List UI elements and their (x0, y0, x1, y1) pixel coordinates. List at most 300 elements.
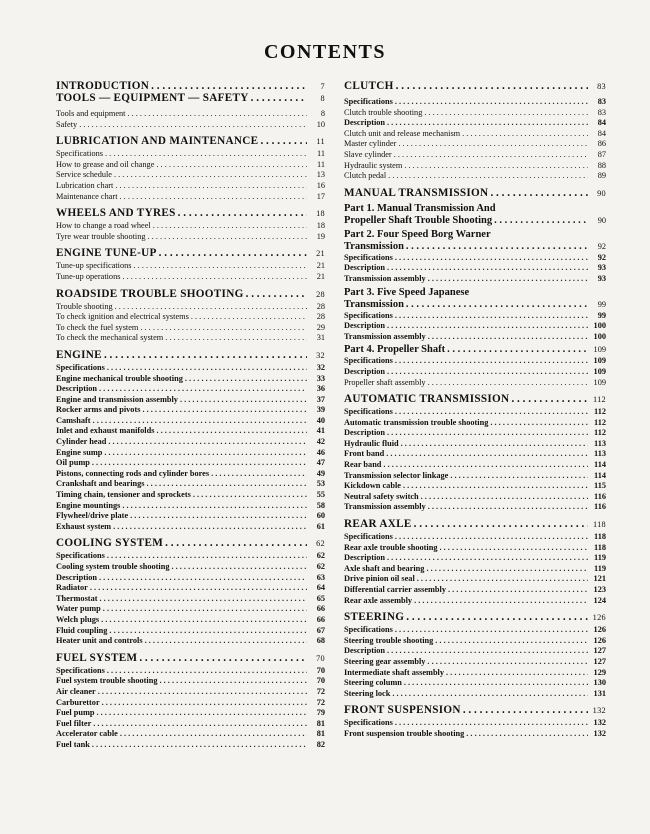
toc-entry-title: Crankshaft and bearings (56, 479, 145, 489)
dot-leader (148, 232, 307, 243)
dot-leader (396, 80, 588, 92)
dot-leader (92, 458, 307, 469)
toc-entry-title: Automatic transmission trouble shooting (344, 417, 489, 427)
toc-entry-title: Tyre wear trouble shooting (56, 231, 146, 241)
section-heading-page: 11 (316, 137, 325, 147)
toc-entry-title: Accelerator cable (56, 729, 118, 739)
dot-leader (93, 719, 307, 730)
toc-entry-page: 10 (316, 119, 325, 129)
toc-entry-page: 113 (594, 438, 606, 448)
toc-entry-title: Description (56, 384, 98, 394)
toc-entry (344, 129, 606, 140)
toc-entry-title: Fuel filter (56, 718, 92, 728)
dot-leader (511, 391, 588, 407)
dot-leader (211, 469, 307, 480)
toc-entry-page: 33 (316, 373, 325, 383)
toc-entry-page: 47 (316, 458, 325, 468)
toc-entry-title: Lubrication chart (56, 180, 114, 190)
part-heading-title: Transmission (344, 298, 404, 310)
dot-leader (99, 573, 307, 584)
toc-entry-title: Camshaft (56, 415, 91, 425)
part-heading-title: Part 4. Propeller Shaft (344, 344, 446, 356)
part-heading-row (344, 215, 606, 227)
toc-entry-title: Specifications (56, 362, 105, 372)
section-heading (56, 80, 325, 92)
toc-entry-title: Fuel tank (56, 739, 90, 749)
toc-entry (344, 332, 606, 343)
dot-leader (450, 471, 588, 482)
dot-leader (122, 272, 307, 283)
dot-leader (93, 416, 307, 427)
part-heading-line: Part 3. Five Speed Japanese (344, 286, 470, 298)
section-heading-page: 90 (597, 188, 606, 198)
dot-leader (387, 646, 588, 657)
toc-entry-page: 17 (316, 191, 325, 201)
dot-leader (134, 261, 307, 272)
toc-entry (344, 657, 606, 668)
toc-entry-title: Tune-up specifications (56, 261, 132, 271)
section-heading (344, 80, 606, 92)
toc-entry (344, 253, 606, 264)
toc-entry (56, 312, 325, 323)
toc-entry-page: 61 (316, 521, 325, 531)
section-heading (56, 535, 325, 551)
toc-entry-title: Axle shaft and bearing (344, 563, 425, 573)
toc-entry (344, 625, 606, 636)
toc-entry (56, 719, 325, 730)
toc-entry (344, 689, 606, 700)
toc-entry (56, 708, 325, 719)
dot-leader (151, 80, 307, 92)
dot-leader (107, 551, 307, 562)
toc-entry-title: Clutch unit and release mechanism (344, 128, 461, 138)
dot-leader (490, 418, 588, 429)
dot-leader (428, 332, 588, 343)
part-heading (344, 344, 606, 356)
toc-entry-title: Kickdown cable (344, 481, 401, 491)
toc-entry (344, 311, 606, 322)
section-heading (344, 609, 606, 625)
toc-entry-title: Master cylinder (344, 139, 397, 149)
toc-entry-title: Transmission assembly (344, 331, 426, 341)
toc-entry-page: 129 (593, 667, 606, 677)
section-heading-title: CLUTCH (344, 80, 394, 92)
section-heading-page: 21 (316, 249, 325, 259)
section-heading (56, 133, 325, 149)
toc-entry (344, 161, 606, 172)
toc-entry-title: To check the fuel system (56, 322, 139, 332)
toc-entry-page: 89 (597, 171, 606, 181)
toc-entry-title: Drive pinion oil seal (344, 574, 415, 584)
dot-leader (395, 356, 588, 367)
toc-entry (56, 573, 325, 584)
toc-entry (56, 594, 325, 605)
dot-leader (180, 395, 307, 406)
toc-entry-title: Radiator (56, 583, 88, 593)
toc-entry (344, 378, 606, 389)
toc-entry (344, 356, 606, 367)
toc-entry (344, 449, 606, 460)
part-heading-page: 99 (597, 299, 606, 309)
toc-entry-page: 62 (316, 562, 325, 571)
toc-entry-page: 60 (316, 511, 325, 521)
toc-entry (56, 448, 325, 459)
dot-leader (104, 448, 307, 459)
dot-leader (440, 543, 589, 554)
dot-leader (178, 205, 307, 221)
toc-entry-title: Specifications (56, 551, 105, 561)
dot-leader (417, 574, 588, 585)
toc-entry-page: 53 (316, 479, 325, 489)
toc-entry-title: To check ignition and electrical systems (56, 312, 189, 322)
toc-entry-page: 36 (316, 384, 325, 394)
dot-leader (388, 171, 588, 182)
toc-entry-title: Steering gear assembly (344, 656, 426, 666)
dot-leader (108, 437, 307, 448)
toc-entry-title: Description (344, 263, 386, 273)
toc-entry-page: 114 (594, 460, 606, 470)
dot-leader (403, 481, 588, 492)
toc-entry-title: Hydraulic fluid (344, 438, 399, 448)
section-heading-title: MANUAL TRANSMISSION (344, 186, 489, 199)
toc-entry-page: 81 (316, 729, 325, 739)
toc-entry-page: 8 (320, 109, 325, 118)
dot-leader (386, 449, 588, 460)
toc-entry (56, 501, 325, 512)
toc-entry-page: 112 (594, 428, 606, 438)
toc-entry-page: 40 (316, 415, 325, 425)
toc-entry (344, 471, 606, 482)
toc-entry (344, 171, 606, 182)
dot-leader (156, 160, 307, 171)
toc-entry-page: 46 (316, 447, 325, 457)
toc-entry (344, 502, 606, 513)
toc-entry-page: 28 (316, 301, 325, 311)
dot-leader (246, 286, 307, 302)
toc-entry-page: 115 (594, 481, 606, 491)
toc-entry-page: 87 (597, 149, 606, 159)
section-heading-page: 18 (316, 209, 325, 219)
toc-entry-title: Description (344, 118, 386, 128)
toc-entry (56, 479, 325, 490)
dot-leader (103, 604, 307, 615)
toc-entry (344, 418, 606, 429)
toc-entry-page: 126 (593, 625, 606, 635)
dot-leader (447, 344, 588, 356)
toc-entry-title: Transmission assembly (344, 273, 426, 283)
toc-entry-page: 70 (316, 665, 325, 675)
toc-entry-page: 127 (593, 656, 606, 666)
toc-entry-page: 123 (593, 585, 606, 594)
toc-entry (56, 604, 325, 615)
toc-entry-page: 63 (316, 572, 325, 582)
toc-entry-title: Maintenance chart (56, 191, 118, 201)
toc-entry (344, 543, 606, 554)
toc-entry-title: Specifications (344, 252, 393, 262)
toc-entry-title: Description (56, 572, 98, 582)
toc-entry-page: 92 (597, 252, 606, 262)
toc-entry-page: 67 (316, 625, 325, 635)
part-heading-page: 90 (597, 215, 606, 225)
section-heading-page: 112 (592, 395, 606, 405)
toc-entry-title: Tools and equipment (56, 109, 126, 118)
toc-entry-title: Steering trouble shooting (344, 635, 434, 645)
toc-entry (56, 302, 325, 313)
toc-entry (56, 149, 325, 160)
part-heading-title: Propeller Shaft Trouble Shooting (344, 214, 493, 226)
toc-entry-page: 132 (593, 718, 606, 728)
part-heading-row (344, 344, 606, 356)
toc-entry-page: 119 (594, 563, 606, 573)
toc-entry-title: Specifications (56, 149, 104, 159)
toc-entry (344, 407, 606, 418)
toc-entry (56, 384, 325, 395)
toc-entry-page: 11 (317, 159, 325, 169)
dot-leader (120, 729, 307, 740)
dot-leader (404, 161, 588, 172)
toc-entry (344, 321, 606, 332)
section-heading-title: WHEELS AND TYRES (56, 207, 176, 220)
toc-entry (56, 221, 325, 232)
toc-entry-page: 21 (316, 271, 325, 281)
toc-entry-title: Differential carrier assembly (344, 585, 446, 594)
toc-entry (56, 676, 325, 687)
toc-entry-title: Cylinder head (56, 437, 107, 447)
toc-entry-page: 70 (316, 676, 325, 686)
dot-leader (395, 718, 588, 729)
dot-leader (406, 299, 588, 311)
toc-entry-title: Engine mountings (56, 500, 121, 510)
dot-leader (114, 170, 307, 181)
section-heading (344, 185, 606, 201)
dot-leader (251, 92, 307, 104)
toc-entry-title: Steering lock (344, 688, 391, 698)
toc-entry-page: 21 (316, 261, 325, 271)
toc-entry-title: Fluid coupling (56, 625, 108, 635)
toc-entry (56, 160, 325, 171)
toc-entry (56, 395, 325, 406)
toc-entry-title: Rear axle assembly (344, 595, 413, 605)
toc-entry-title: Engine mechanical trouble shooting (56, 373, 183, 383)
part-heading-row (344, 241, 606, 253)
section-heading-title: LUBRICATION AND MAINTENANCE (56, 135, 259, 148)
section-heading-title: FRONT SUSPENSION (344, 704, 461, 717)
dot-leader (406, 609, 588, 625)
toc-entry (56, 272, 325, 283)
dot-leader (424, 108, 588, 119)
toc-entry (344, 492, 606, 503)
section-heading-title: ENGINE (56, 348, 102, 361)
dot-leader (107, 363, 307, 374)
toc-entry-page: 37 (316, 394, 325, 404)
toc-entry-page: 116 (594, 502, 606, 512)
section-heading (56, 347, 325, 363)
toc-entry-title: Transmission assembly (344, 502, 426, 512)
toc-entry-page: 132 (593, 728, 606, 738)
dot-leader (435, 636, 588, 647)
toc-entry-page: 13 (316, 170, 325, 180)
toc-entry-page: 66 (316, 614, 325, 624)
dot-leader (142, 405, 307, 416)
toc-entry-title: Cooling system trouble shooting (56, 562, 170, 571)
toc-entry (56, 426, 325, 437)
dot-leader (102, 698, 307, 709)
toc-entry-title: Description (344, 646, 386, 656)
toc-entry-title: Clutch trouble shooting (344, 107, 423, 117)
toc-entry-page: 79 (316, 708, 325, 718)
dot-leader (130, 511, 307, 522)
toc-entry-title: Air cleaner (56, 686, 96, 696)
toc-entry-page: 113 (594, 449, 606, 459)
toc-entry-title: Specifications (56, 665, 105, 675)
dot-leader (421, 492, 588, 503)
toc-entry (56, 551, 325, 562)
toc-entry (56, 120, 325, 131)
toc-entry (344, 678, 606, 689)
dot-leader (446, 668, 588, 679)
toc-entry (344, 439, 606, 450)
toc-entry (344, 108, 606, 119)
section-heading-title: AUTOMATIC TRANSMISSION (344, 393, 510, 406)
toc-entry-title: Oil pump (56, 458, 90, 468)
toc-entry (344, 460, 606, 471)
dot-leader (156, 426, 307, 437)
toc-entry-title: How to change a road wheel (56, 221, 151, 231)
toc-entry-title: Engine sump (56, 447, 103, 457)
dot-leader (383, 460, 588, 471)
dot-leader (395, 253, 588, 264)
dot-leader (115, 302, 307, 313)
toc-entry-page: 83 (597, 97, 606, 106)
toc-entry (344, 668, 606, 679)
toc-entry-page: 55 (316, 490, 325, 500)
toc-entry (344, 718, 606, 729)
toc-entry-title: Specifications (344, 407, 393, 417)
toc-entry-title: Specifications (344, 310, 393, 320)
section-heading (56, 650, 325, 666)
part-heading-page: 92 (597, 241, 606, 251)
section-heading-page: 83 (597, 82, 606, 91)
toc-entry-title: Service schedule (56, 170, 112, 180)
toc-entry (344, 585, 606, 596)
toc-entry-title: Engine and transmission assembly (56, 394, 178, 404)
dot-leader (490, 185, 588, 201)
dot-leader (92, 740, 307, 751)
toc-entry (344, 428, 606, 439)
section-heading-title: COOLING SYSTEM (56, 537, 164, 550)
dot-leader (160, 676, 308, 687)
dot-leader (395, 97, 588, 108)
toc-entry-title: Description (344, 553, 386, 563)
toc-entry-page: 109 (593, 356, 606, 366)
toc-entry-page: 49 (316, 468, 325, 478)
toc-entry-page: 68 (316, 636, 325, 646)
toc-entry-title: Propeller shaft assembly (344, 377, 426, 387)
dot-leader (448, 585, 588, 596)
dot-leader (406, 241, 588, 253)
section-heading-page: 118 (592, 520, 606, 530)
dot-leader (99, 384, 307, 395)
toc-entry-title: Rear axle trouble shooting (344, 542, 438, 552)
toc-entry-title: How to grease and oil change (56, 159, 155, 169)
part-heading (344, 229, 606, 253)
toc-entry (56, 416, 325, 427)
dot-leader (387, 263, 588, 274)
dot-leader (185, 374, 307, 385)
toc-entry (56, 687, 325, 698)
dot-leader (395, 407, 588, 418)
toc-entry-title: Specifications (344, 718, 393, 728)
toc-entry-page: 72 (316, 697, 325, 707)
dot-leader (387, 367, 588, 378)
toc-entry-title: Front band (344, 449, 385, 459)
section-heading-page: 132 (592, 706, 606, 716)
section-heading (56, 92, 325, 104)
toc-entry (344, 532, 606, 543)
toc-entry-title: Specifications (344, 356, 393, 366)
toc-entry-title: Heater unit and controls (56, 636, 143, 646)
section-heading-page: 7 (320, 82, 325, 91)
toc-entry-page: 93 (597, 273, 606, 283)
toc-entry-page: 65 (316, 593, 325, 603)
page-title: CONTENTS (263, 41, 387, 63)
dot-leader (395, 625, 588, 636)
toc-entry-page: 82 (316, 739, 325, 749)
toc-entry (56, 562, 325, 573)
dot-leader (387, 118, 588, 129)
dot-leader (414, 516, 588, 532)
toc-entry (56, 511, 325, 522)
toc-entry (56, 729, 325, 740)
section-heading (344, 391, 606, 407)
toc-entry-title: Description (344, 428, 386, 438)
dot-leader (260, 133, 307, 149)
toc-entry-title: Safety (56, 119, 78, 129)
toc-entry-page: 112 (594, 417, 606, 427)
contents-column-right (344, 80, 606, 740)
dot-leader (90, 583, 307, 594)
section-heading-page: 8 (320, 94, 325, 103)
toc-entry (344, 263, 606, 274)
toc-entry-page: 84 (597, 128, 606, 138)
dot-leader (105, 149, 307, 160)
dot-leader (153, 221, 307, 232)
dot-leader (79, 120, 307, 131)
part-heading-row (344, 299, 606, 311)
dot-leader (193, 490, 307, 501)
toc-entry-page: 119 (594, 553, 606, 563)
contents-column-left (56, 80, 325, 751)
toc-entry-page: 11 (317, 149, 325, 159)
toc-entry (56, 698, 325, 709)
toc-entry (56, 740, 325, 751)
toc-entry (344, 553, 606, 564)
toc-entry-page: 86 (597, 139, 606, 149)
toc-entry-page: 66 (316, 604, 325, 614)
toc-entry-page: 118 (594, 532, 606, 542)
toc-entry (56, 261, 325, 272)
toc-entry-title: Exhaust system (56, 521, 112, 531)
toc-entry (344, 596, 606, 607)
toc-entry-page: 121 (593, 574, 606, 584)
toc-entry-title: Welch plugs (56, 614, 100, 624)
toc-entry (344, 118, 606, 129)
toc-entry-page: 130 (593, 678, 606, 688)
part-heading (344, 203, 606, 227)
toc-entry-title: Intermediate shaft assembly (344, 667, 445, 677)
dot-leader (115, 181, 307, 192)
dot-leader (139, 650, 307, 666)
